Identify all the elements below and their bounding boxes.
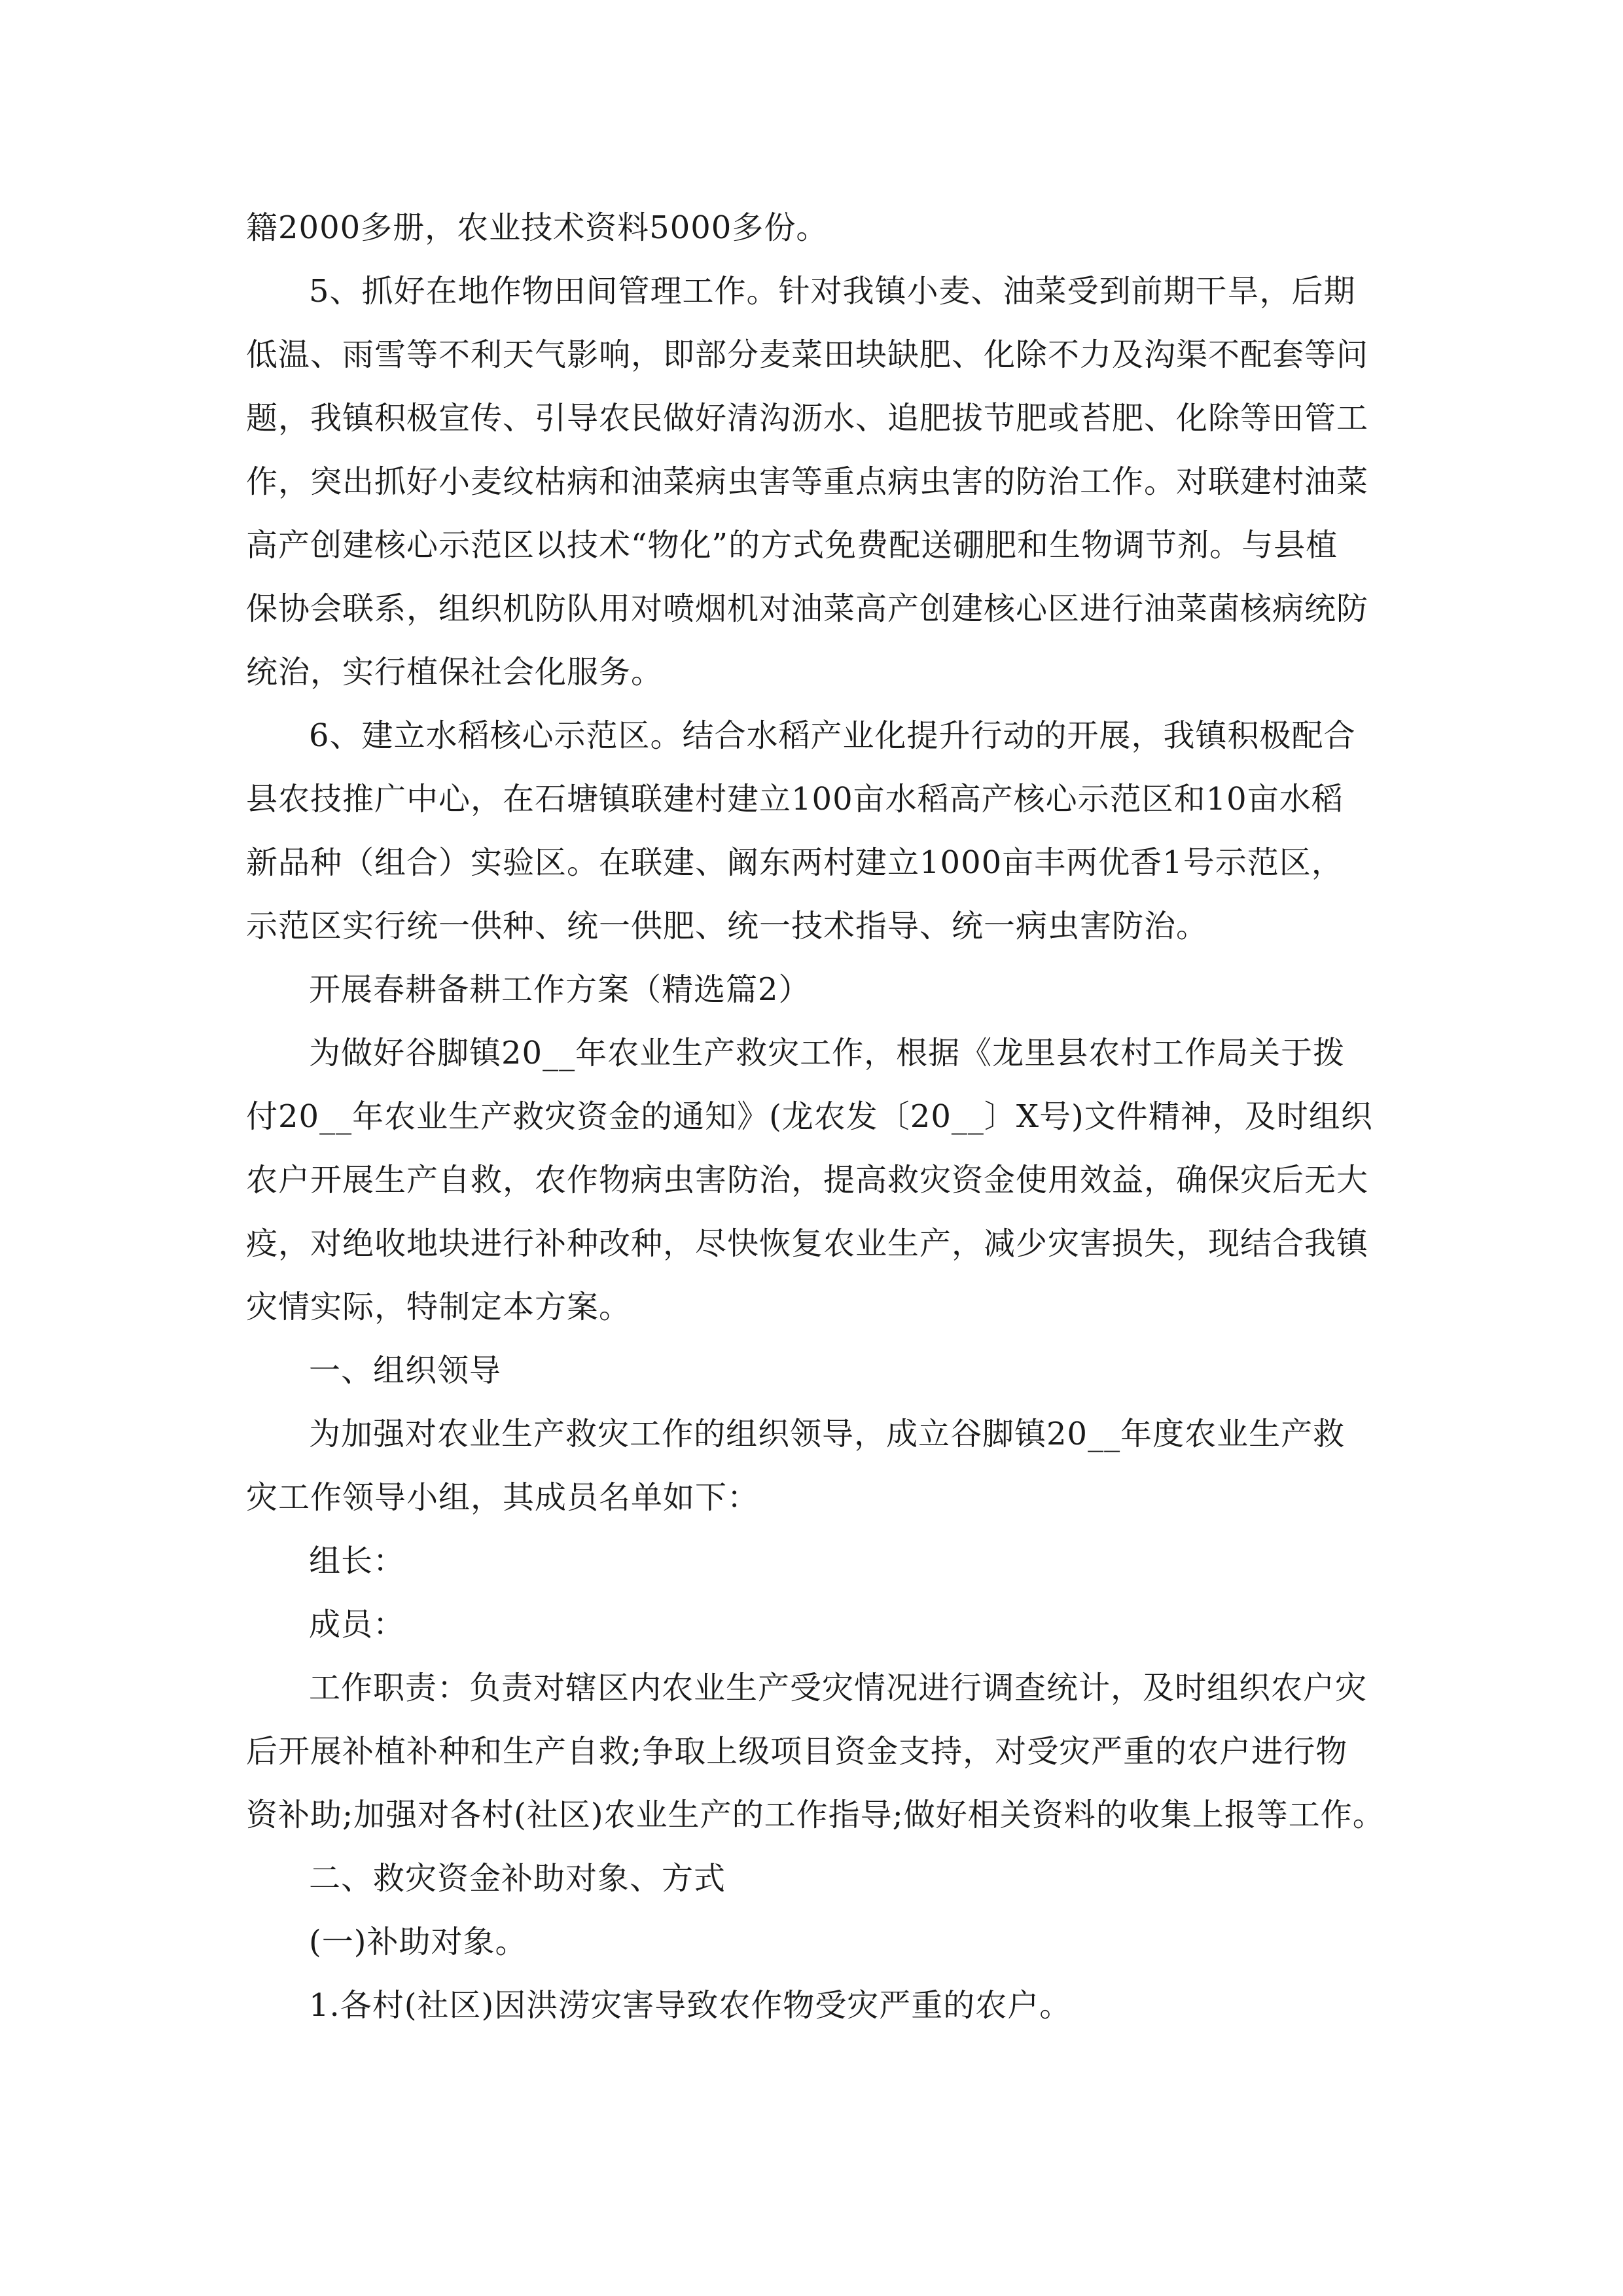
text-line: 疫，对绝收地块进行补种改种，尽快恢复农业生产，减少灾害损失，现结合我镇 <box>246 1225 1369 1262</box>
section-heading <box>246 1847 1385 1910</box>
text-line: 二、救灾资金补助对象、方式 <box>309 1860 726 1897</box>
text-line: 低温、雨雪等不利天气影响，即部分麦菜田块缺肥、化除不力及沟渠不配套等问 <box>246 336 1369 373</box>
paragraph <box>246 1530 1385 1593</box>
paragraph <box>246 1593 1385 1657</box>
document-page <box>246 196 1385 2037</box>
paragraph <box>246 1657 1385 1847</box>
text-line: 开展春耕备耕工作方案（精选篇2） <box>309 971 811 1008</box>
text-line: 付20__年农业生产救灾资金的通知》(龙农发〔20__〕X号)文件精神，及时组织 <box>246 1098 1373 1135</box>
text-line: 6、建立水稻核心示范区。结合水稻产业化提升行动的开展，我镇积极配合 <box>309 717 1356 754</box>
text-line: 成员： <box>309 1606 406 1643</box>
text-line: 题，我镇积极宣传、引导农民做好清沟沥水、追肥拔节肥或苔肥、化除等田管工 <box>246 400 1369 437</box>
paragraph <box>246 1974 1385 2037</box>
text-line: 组长： <box>309 1543 406 1579</box>
section-heading <box>246 1339 1385 1403</box>
text-line: 统治，实行植保社会化服务。 <box>246 654 664 691</box>
text-line: 县农技推广中心，在石塘镇联建村建立100亩水稻高产核心示范区和10亩水稻 <box>246 781 1344 817</box>
text-line: 为做好谷脚镇20__年农业生产救灾工作，根据《龙里县农村工作局关于拨 <box>309 1035 1346 1071</box>
text-line: 为加强对农业生产救灾工作的组织领导，成立谷脚镇20__年度农业生产救 <box>309 1416 1346 1452</box>
section-heading <box>246 958 1385 1022</box>
paragraph <box>246 1910 1385 1974</box>
text-line: (一)补助对象。 <box>309 1924 527 1960</box>
text-line: 1.各村(社区)因洪涝灾害导致农作物受灾严重的农户。 <box>309 1987 1072 2024</box>
paragraph <box>246 196 1385 260</box>
text-line: 资补助;加强对各村(社区)农业生产的工作指导;做好相关资料的收集上报等工作。 <box>246 1797 1385 1833</box>
text-line: 新品种（组合）实验区。在联建、阚东两村建立1000亩丰两优香1号示范区， <box>246 844 1344 881</box>
paragraph <box>246 1403 1385 1530</box>
text-line: 后开展补植补种和生产自救;争取上级项目资金支持，对受灾严重的农户进行物 <box>246 1733 1348 1770</box>
text-line: 高产创建核心示范区以技术“物化”的方式免费配送硼肥和生物调节剂。与县植 <box>246 527 1338 564</box>
text-line: 农户开展生产自救，农作物病虫害防治，提高救灾资金使用效益，确保灾后无大 <box>246 1162 1369 1198</box>
text-line: 一、组织领导 <box>309 1352 502 1389</box>
text-line: 籍2000多册，农业技术资料5000多份。 <box>246 209 829 246</box>
text-line: 作，突出抓好小麦纹枯病和油菜病虫害等重点病虫害的防治工作。对联建村油菜 <box>246 463 1369 500</box>
paragraph <box>246 704 1385 958</box>
text-line: 工作职责：负责对辖区内农业生产受灾情况进行调查统计，及时组织农户灾 <box>309 1670 1368 1706</box>
paragraph <box>246 1022 1385 1339</box>
text-line: 灾情实际，特制定本方案。 <box>246 1289 632 1325</box>
text-line: 保协会联系，组织机防队用对喷烟机对油菜高产创建核心区进行油菜菌核病统防 <box>246 590 1369 627</box>
text-line: 5、抓好在地作物田间管理工作。针对我镇小麦、油菜受到前期干旱，后期 <box>309 273 1356 310</box>
paragraph <box>246 260 1385 704</box>
text-line: 示范区实行统一供种、统一供肥、统一技术指导、统一病虫害防治。 <box>246 908 1209 944</box>
text-line: 灾工作领导小组，其成员名单如下： <box>246 1479 760 1516</box>
